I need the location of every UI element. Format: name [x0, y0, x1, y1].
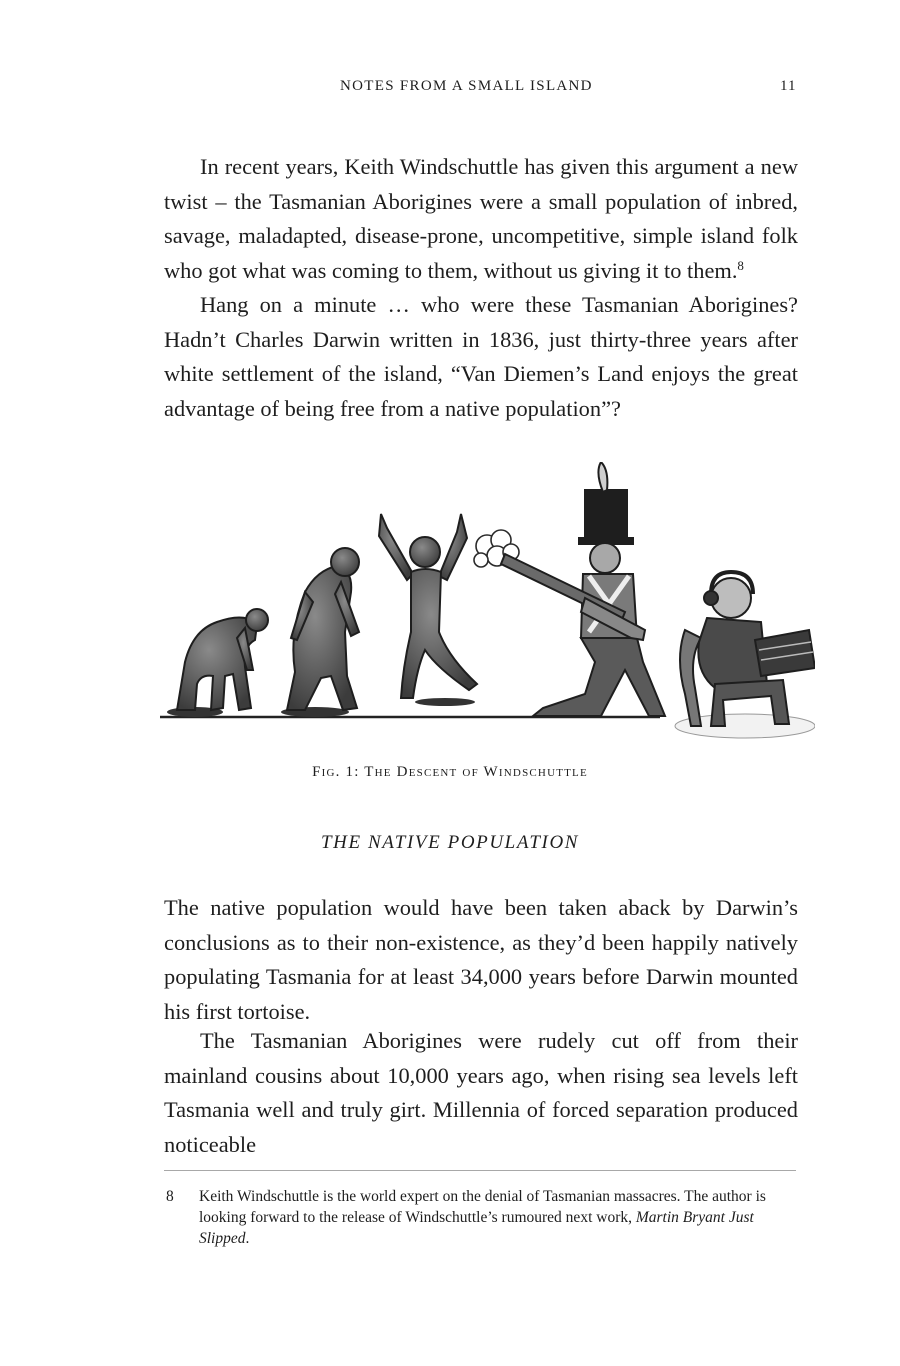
soldier-figure-icon [501, 462, 665, 716]
ape-figure-icon [167, 609, 268, 717]
evolution-illustration [155, 462, 815, 747]
footnote-book-title: Martin Bryant Just Slipped [199, 1209, 754, 1247]
footnote-text [199, 1186, 799, 1249]
body-paragraph-2: Hang on a minute … who were these Tasmanian Aborigines? Hadn’t Charles Darwin written in 1836, just thirty-three years after white settlement of the island, “Van Diemen’s Land enjoys the great advantage of being free from a native population”? [164, 292, 798, 421]
paragraph-1-text: In recent years, Keith Windschuttle has given this argument a new twist – the Tasmanian Aborigines were a small population of inbred, savage, maladapted, disease-prone, uncompetitive, simple island folk who got what was coming to them, without us giving it to them. [164, 154, 798, 283]
hominid-figure-icon [281, 548, 359, 717]
figure-caption: Fig. 1: The Descent of Windschuttle [312, 764, 588, 780]
running-head-title: NOTES FROM A SMALL ISLAND [340, 78, 593, 94]
body-paragraph-4: The Tasmanian Aborigines were rudely cut off from their mainland cousins about 10,000 years ago, when rising sea levels left Tasmania well and truly girt. Millennia of forced separation produced noticeable [164, 1028, 798, 1157]
footnote-reference: 8 [737, 257, 744, 273]
footnote-body: Keith Windschuttle is the world expert on the denial of Tasmanian massacres. The author is looking forward to the release of Windschuttle’s rumoured next work, [199, 1188, 766, 1226]
footnote-number: 8 [166, 1188, 174, 1205]
footnote-end: . [245, 1230, 250, 1247]
body-paragraph-3: The native population would have been taken aback by Darwin’s conclusions as to their non-existence, as they’d been happily natively populating Tasmania for at least 34,000 years before Darwin mounted his first tortoise. [164, 895, 798, 1024]
dancing-aboriginal-figure-icon [379, 514, 477, 706]
page-number: 11 [780, 78, 797, 94]
footnote-divider [164, 1170, 796, 1171]
section-heading: THE NATIVE POPULATION [320, 832, 580, 853]
running-head [0, 78, 900, 98]
windschuttle-typewriter-figure-icon [675, 572, 815, 738]
body-paragraph-1 [164, 150, 798, 288]
